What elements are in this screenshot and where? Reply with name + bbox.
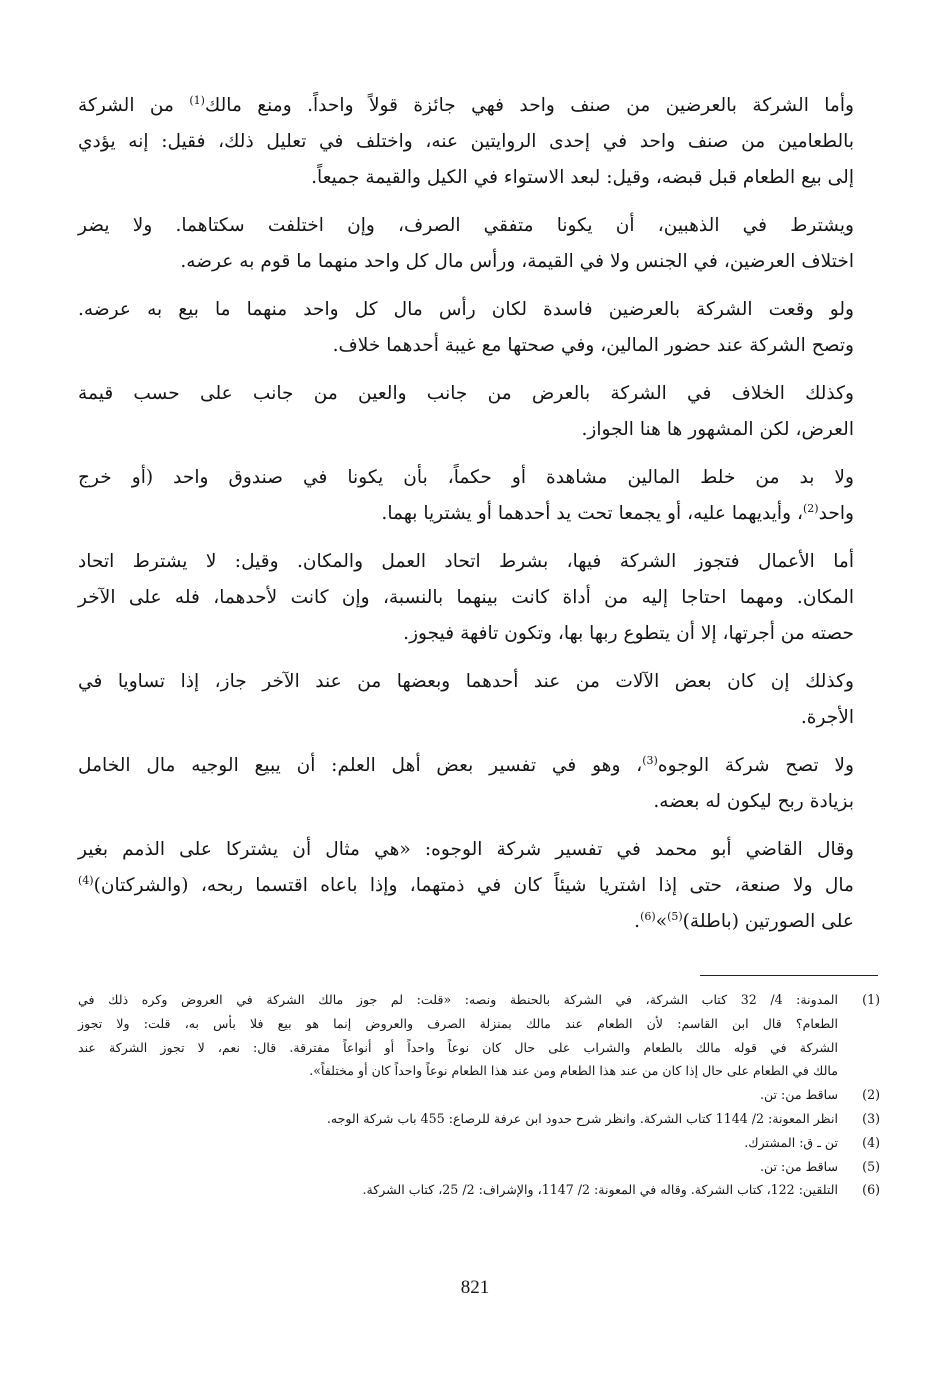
text-segment: بالطعامين من صنف واحد في إحدى الروايتين عنه، واختلف في تعليل ذلك، فقيل: إنه يؤدي [78,131,854,152]
text-segment: ولا تصح شركة الوجوه [657,755,854,776]
text-segment: اختلاف العرضين، في الجنس ولا في القيمة، ورأس مال كل واحد منهما ما قوم به عرضه. [180,251,854,272]
footnote-line: ساقط من: تن. [759,1087,838,1103]
footnote [78,1107,880,1131]
text-line [78,412,880,448]
text-line [78,208,880,244]
paragraph [78,832,880,940]
paragraph [78,292,880,364]
text-line [78,88,880,124]
footnote-text [78,1131,838,1155]
footnote-text [78,988,838,1083]
text-segment: أما الأعمال فتجوز الشركة فيها، بشرط اتحاد العمل والمكان. وقيل: لا يشترط اتحاد [78,551,854,572]
text-line [78,160,880,196]
text-segment: ولو وقعت الشركة بالعرضين فاسدة لكان رأس مال كل واحد منهما ما بيع به عرضه. [78,299,854,320]
footnote [78,1083,880,1107]
footnote-line: الشركة في قوله مالك بالطعام والشراب على حال كان نوعاً واحداً أو أنواعاً مفترقة. قال: نعم، لا تجوز الشركة عند [78,1039,838,1055]
text-line [78,292,880,328]
text-segment: ، وهو في تفسير بعض أهل العلم: أن يبيع الوجيه مال الخامل [78,755,643,776]
text-segment: . [634,911,641,932]
text-segment: بزيادة ربح ليكون له بعضه. [653,791,854,812]
text-line [78,124,880,160]
footnote-line: الطعام؟ قال ابن القاسم: لأن الطعام عند مالك بمنزلة الصرف والعروض إنما هو بيع فلا بأس به، قلت: ولا تجوز [78,1015,838,1031]
footnote-text [78,1155,838,1179]
footnote [78,988,880,1083]
text-line [78,700,880,736]
footnote-line: التلقين: 122، كتاب الشركة. وقاله في المعونة: 2/ 1147، والإشراف: 2/ 25، كتاب الشركة. [362,1182,838,1198]
text-line [78,784,880,820]
text-segment: على الصورتين (باطلة) [682,911,854,932]
footnote-line: انظر المعونة: 2/ 1144 كتاب الشركة. وانظر شرح حدود ابن عرفة للرصاع: 455 باب شركة الوجه. [326,1110,838,1126]
text-segment: » [655,911,668,932]
footnote-number: (5) [862,1158,880,1174]
paragraph [78,88,880,196]
footnote-number: (4) [862,1134,880,1150]
footnote-line: ساقط من: تن. [759,1158,838,1174]
text-segment: وأما الشركة بالعرضين من صنف واحد فهي جائزة قولاً واحداً. ومنع مالك [204,95,854,116]
text-line [78,376,880,412]
text-segment: حصته من أجرتها، إلا أن يتطوع ربها بها، وتكون تافهة فيجوز. [403,623,854,644]
footnote [78,1155,880,1179]
text-line [78,328,880,364]
footnote-number: (2) [862,1087,880,1103]
main-text [78,88,880,952]
footnote [78,1131,880,1155]
footnote-line: المدونة: 4/ 32 كتاب الشركة، في الشركة بالحنطة ونصه: «قلت: لم جوز مالك الشركة في العروض وكره ذلك في [78,992,838,1007]
text-segment: من الشركة [78,95,190,116]
text-segment: وكذلك الخلاف في الشركة بالعرض من جانب والعين من جانب على حسب قيمة [78,383,854,404]
footnote-ref: (6) [640,909,656,923]
footnote-ref: (4) [78,873,94,887]
text-segment: وتصح الشركة عند حضور المالين، وفي صحتها مع غيبة أحدهما خلاف. [332,335,854,356]
text-segment: ويشترط في الذهبين، أن يكونا متفقي الصرف، وإن اختلفت سكتاهما. ولا يضر [78,215,854,236]
paragraph [78,208,880,280]
footnote-line: تن ـ ق: المشترك. [744,1134,838,1150]
text-segment: مال ولا صنعة، حتى إذا اشتريا شيئاً كان في ذمتهما، وإذا باعاه اقتسما ربحه، (والشركتان) [93,875,854,896]
footnote-ref: (1) [189,93,205,107]
text-line [78,904,880,940]
text-segment: الأجرة. [800,707,854,728]
footnote-text [78,1178,838,1202]
text-segment: المكان. ومهما احتاجا إليه من أداة كانت بينهما بالنسبة، وإن كانت لأحدهما، فله على الآخر [78,587,854,608]
footnote-number: (3) [862,1110,880,1126]
footnote-number: (1) [862,992,880,1007]
text-segment: العرض، لكن المشهور ها هنا الجواز. [581,419,854,440]
footnote [78,1178,880,1202]
paragraph [78,376,880,448]
text-line [78,244,880,280]
footnote-ref: (2) [803,501,819,515]
text-line [78,496,880,532]
text-segment: وكذلك إن كان بعض الآلات من عند أحدهما وبعضها من عند الآخر جاز، إذا تساويا في [78,671,854,692]
page-number: 821 [460,1277,490,1298]
text-line [78,868,880,904]
text-segment: ، وأيديهما عليه، أو يجمعا تحت يد أحدهما أو يشتريا بهما. [381,503,803,524]
text-segment: وقال القاضي أبو محمد في تفسير شركة الوجوه: «هي مثال أن يشتركا على الذمم بغير [78,839,854,860]
text-line [78,460,880,496]
text-segment: ولا بد من خلط المالين مشاهدة أو حكماً، بأن يكونا في صندوق واحد (أو خرج [78,467,854,488]
footnote-ref: (5) [667,909,683,923]
text-segment: إلى بيع الطعام قبل قبضه، وقيل: لبعد الاستواء في الكيل والقيمة جميعاً. [311,167,854,188]
paragraph [78,748,880,820]
text-line [78,664,880,700]
text-line [78,748,880,784]
text-line [78,544,880,580]
text-line [78,580,880,616]
text-line [78,832,880,868]
footnote-number: (6) [862,1182,880,1198]
footnotes [78,988,880,1202]
footnote-text [78,1083,838,1107]
footnote-ref: (3) [642,753,658,767]
paragraph [78,460,880,532]
paragraph [78,544,880,652]
footnote-line: مالك في الطعام على حال إذا كان من عند هذا الطعام ومن عند هذا الطعام نوعاً واحداً كان أو مختلفاً». [309,1063,838,1079]
text-segment: واحد [818,503,854,524]
footnote-separator [700,975,878,976]
text-line [78,616,880,652]
paragraph [78,664,880,736]
footnote-text [78,1107,838,1131]
